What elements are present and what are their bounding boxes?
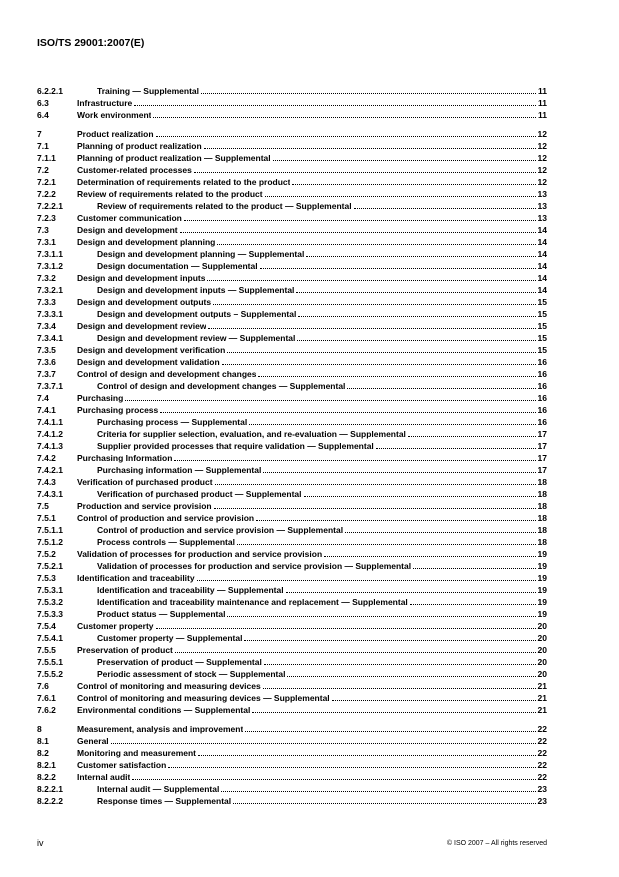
toc-entry [37, 380, 547, 392]
toc-leader-dots [244, 640, 535, 641]
toc-leader-dots [265, 196, 536, 197]
toc-entry-page: 20 [537, 657, 547, 667]
toc-entry-title: Periodic assessment of stock — Supplemental [97, 669, 286, 679]
toc-entry-number: 8.2.2 [37, 772, 56, 782]
toc-entry-page: 18 [537, 537, 547, 547]
toc-entry-page: 12 [537, 153, 547, 163]
toc-leader-dots [298, 316, 535, 317]
toc-entry-page: 17 [537, 453, 547, 463]
toc-entry-title: Environmental conditions — Supplemental [77, 705, 251, 715]
toc-entry-title: Supplier provided processes that require validation — Supplemental [97, 441, 374, 451]
toc-entry-number: 8 [37, 724, 42, 734]
toc-entry-number: 7.3 [37, 225, 49, 235]
toc-entry-page: 21 [537, 681, 547, 691]
toc-entry [37, 416, 547, 428]
toc-leader-dots [324, 556, 535, 557]
toc-entry-title: Training — Supplemental [97, 86, 200, 96]
toc-entry-title: Preservation of product — Supplemental [97, 657, 262, 667]
toc-entry-number: 7.3.1 [37, 237, 56, 247]
toc-leader-dots [197, 580, 536, 581]
toc-entry-title: Customer property [77, 621, 154, 631]
toc-entry-page: 19 [537, 597, 547, 607]
toc-leader-dots [153, 117, 536, 118]
toc-entry-page: 11 [538, 110, 547, 120]
toc-entry [37, 464, 547, 476]
toc-leader-dots [296, 292, 535, 293]
toc-entry-title: Design and development planning [77, 237, 216, 247]
toc-entry-title: Purchasing [77, 393, 124, 403]
toc-entry-page: 12 [537, 177, 547, 187]
toc-entry-page: 12 [537, 141, 547, 151]
toc-entry-title: Control of production and service provision — Supplemental [97, 525, 344, 535]
toc-entry [37, 783, 547, 795]
toc-entry-number: 7.4.1.2 [37, 429, 63, 439]
toc-entry-page: 23 [537, 784, 547, 794]
toc-entry-number: 7.5.1.2 [37, 537, 63, 547]
toc-entry-title: Monitoring and measurement [77, 748, 197, 758]
toc-entry-number: 7.3.6 [37, 357, 56, 367]
toc-entry-page: 15 [537, 345, 547, 355]
toc-entry-title: Internal audit — Supplemental [97, 784, 220, 794]
toc-entry-page: 20 [537, 633, 547, 643]
toc-entry-number: 7.5.3.3 [37, 609, 63, 619]
toc-entry-number: 7.5.1 [37, 513, 56, 523]
toc-entry-number: 7.5.4 [37, 621, 56, 631]
toc-entry-number: 7.3.2.1 [37, 285, 63, 295]
toc-leader-dots [408, 436, 536, 437]
toc-entry [37, 608, 547, 620]
toc-entry-title: Design and development planning — Supplemental [97, 249, 305, 259]
toc-entry-number: 7.3.3.1 [37, 309, 63, 319]
toc-entry [37, 428, 547, 440]
toc-entry-number: 7.2.3 [37, 213, 56, 223]
toc-entry-title: Design and development inputs — Supplemental [97, 285, 295, 295]
toc-leader-dots [215, 484, 536, 485]
toc-entry-page: 12 [537, 165, 547, 175]
toc-leader-dots [376, 448, 536, 449]
toc-entry [37, 656, 547, 668]
toc-entry-number: 7.5.4.1 [37, 633, 63, 643]
toc-entry-number: 7.3.1.1 [37, 249, 63, 259]
toc-entry-title: Criteria for supplier selection, evaluation, and re-evaluation — Supplemental [97, 429, 406, 439]
toc-leader-dots [410, 604, 536, 605]
toc-leader-dots [160, 412, 535, 413]
toc-entry-title: Purchasing information — Supplemental [97, 465, 262, 475]
toc-entry-title: Product status — Supplemental [97, 609, 226, 619]
toc-leader-dots [221, 791, 535, 792]
toc-leader-dots [354, 208, 536, 209]
toc-entry [37, 140, 547, 152]
toc-entry [37, 308, 547, 320]
toc-entry [37, 548, 547, 560]
toc-entry-title: Measurement, analysis and improvement [77, 724, 244, 734]
toc-leader-dots [201, 93, 536, 94]
toc-entry-title: Purchasing process [77, 405, 159, 415]
toc-entry-number: 7.2.2.1 [37, 201, 63, 211]
toc-entry-number: 7 [37, 129, 42, 139]
toc-entry-number: 7.4.3 [37, 477, 56, 487]
toc-entry-title: Control of monitoring and measuring devices [77, 681, 261, 691]
toc-entry-title: Process controls — Supplemental [97, 537, 235, 547]
toc-entry-number: 7.5.2.1 [37, 561, 63, 571]
toc-leader-dots [286, 592, 536, 593]
toc-leader-dots [168, 767, 535, 768]
toc-entry-page: 14 [537, 237, 547, 247]
toc-entry-page: 14 [537, 273, 547, 283]
toc-entry-page: 16 [537, 405, 547, 415]
toc-entry-number: 7.6.2 [37, 705, 56, 715]
toc-entry-number: 7.3.7.1 [37, 381, 63, 391]
toc-entry-page: 23 [537, 796, 547, 806]
toc-entry-number: 8.2.2.1 [37, 784, 63, 794]
toc-leader-dots [222, 364, 536, 365]
toc-entry-page: 16 [537, 369, 547, 379]
toc-entry-page: 15 [537, 309, 547, 319]
toc-entry [37, 284, 547, 296]
toc-entry-title: Customer property — Supplemental [97, 633, 243, 643]
toc-entry-page: 16 [537, 393, 547, 403]
toc-entry-title: Production and service provision [77, 501, 212, 511]
toc-leader-dots [304, 496, 536, 497]
page-number: iv [37, 838, 44, 848]
toc-entry-number: 7.3.4.1 [37, 333, 63, 343]
toc-entry-title: Identification and traceability maintenance and replacement — Supplemental [97, 597, 408, 607]
toc-entry [37, 500, 547, 512]
toc-leader-dots [227, 352, 535, 353]
toc-entry-page: 15 [537, 333, 547, 343]
toc-entry-title: Review of requirements related to the product [77, 189, 263, 199]
toc-leader-dots [260, 268, 536, 269]
toc-entry-title: Design and development outputs – Supplemental [97, 309, 297, 319]
toc-leader-dots [156, 628, 536, 629]
toc-leader-dots [175, 652, 536, 653]
toc-entry-number: 8.2.2.2 [37, 796, 63, 806]
toc-entry-number: 7.4.2.1 [37, 465, 63, 475]
toc-entry-number: 7.3.3 [37, 297, 56, 307]
toc-leader-dots [207, 280, 535, 281]
toc-leader-dots [256, 520, 535, 521]
toc-entry [37, 572, 547, 584]
toc-entry-number: 7.3.1.2 [37, 261, 63, 271]
toc-entry-number: 7.4.1.3 [37, 441, 63, 451]
toc-entry-number: 7.5.3 [37, 573, 56, 583]
toc-entry-title: Planning of product realization [77, 141, 202, 151]
toc-entry [37, 109, 547, 121]
toc-entry-page: 14 [537, 285, 547, 295]
toc-entry [37, 723, 547, 735]
toc-entry [37, 620, 547, 632]
toc-leader-dots [184, 220, 536, 221]
toc-entry-page: 19 [537, 561, 547, 571]
toc-entry [37, 248, 547, 260]
toc-leader-dots [413, 568, 535, 569]
toc-leader-dots [345, 532, 535, 533]
toc-entry [37, 152, 547, 164]
toc-entry-number: 7.2 [37, 165, 49, 175]
toc-entry [37, 668, 547, 680]
toc-entry-page: 13 [537, 189, 547, 199]
toc-leader-dots [287, 676, 535, 677]
toc-leader-dots [252, 712, 535, 713]
toc-entry-page: 22 [537, 736, 547, 746]
toc-entry-title: Design and development review [77, 321, 207, 331]
toc-entry-title: General [77, 736, 109, 746]
toc-entry [37, 85, 547, 97]
toc-entry-number: 6.3 [37, 98, 49, 108]
toc-entry-number: 7.4 [37, 393, 49, 403]
toc-entry-title: Preservation of product [77, 645, 173, 655]
toc-entry [37, 692, 547, 704]
toc-entry [37, 644, 547, 656]
toc-entry [37, 759, 547, 771]
toc-entry-page: 11 [538, 86, 547, 96]
toc-entry-number: 7.4.2 [37, 453, 56, 463]
copyright-notice: © ISO 2007 – All rights reserved [446, 840, 547, 847]
toc-entry-page: 11 [538, 98, 547, 108]
toc-entry [37, 212, 547, 224]
toc-entry-page: 19 [537, 585, 547, 595]
toc-entry [37, 747, 547, 759]
toc-entry-page: 18 [537, 489, 547, 499]
toc-entry [37, 272, 547, 284]
toc-entry-title: Work environment [77, 110, 152, 120]
toc-leader-dots [174, 460, 535, 461]
toc-entry-title: Verification of purchased product — Supplemental [97, 489, 302, 499]
toc-entry-page: 20 [537, 621, 547, 631]
toc-entry-number: 8.1 [37, 736, 49, 746]
toc-entry-number: 7.1 [37, 141, 49, 151]
toc-entry-page: 18 [537, 513, 547, 523]
toc-entry [37, 320, 547, 332]
toc-leader-dots [233, 803, 535, 804]
toc-entry-title: Design and development [77, 225, 178, 235]
toc-entry-number: 7.5.2 [37, 549, 56, 559]
toc-entry-number: 7.6.1 [37, 693, 56, 703]
toc-entry-number: 7.3.4 [37, 321, 56, 331]
toc-entry-page: 18 [537, 477, 547, 487]
toc-entry [37, 735, 547, 747]
toc-entry-title: Purchasing Information [77, 453, 173, 463]
toc-entry-title: Review of requirements related to the product — Supplemental [97, 201, 352, 211]
toc-entry [37, 524, 547, 536]
toc-entry [37, 596, 547, 608]
toc-entry-number: 6.2.2.1 [37, 86, 63, 96]
toc-leader-dots [134, 105, 536, 106]
toc-entry-page: 22 [537, 760, 547, 770]
toc-leader-dots [347, 388, 535, 389]
toc-entry [37, 368, 547, 380]
toc-entry-number: 7.3.2 [37, 273, 56, 283]
toc-entry-page: 19 [537, 609, 547, 619]
toc-leader-dots [263, 688, 536, 689]
toc-entry [37, 97, 547, 109]
toc-entry-page: 20 [537, 669, 547, 679]
toc-entry [37, 488, 547, 500]
toc-leader-dots [214, 508, 536, 509]
toc-entry-number: 7.1.1 [37, 153, 56, 163]
toc-entry [37, 332, 547, 344]
toc-leader-dots [249, 424, 535, 425]
toc-leader-dots [273, 160, 536, 161]
toc-entry-page: 17 [537, 429, 547, 439]
toc-entry-number: 7.5.5 [37, 645, 56, 655]
toc-leader-dots [156, 136, 536, 137]
toc-entry-number: 7.2.2 [37, 189, 56, 199]
toc-entry-title: Verification of purchased product [77, 477, 213, 487]
toc-entry [37, 392, 547, 404]
toc-leader-dots [213, 304, 535, 305]
toc-entry [37, 452, 547, 464]
toc-entry-title: Control of design and development changes — Supplemental [97, 381, 346, 391]
toc-entry [37, 440, 547, 452]
toc-entry-title: Identification and traceability — Supplemental [97, 585, 284, 595]
toc-leader-dots [208, 328, 535, 329]
toc-entry [37, 680, 547, 692]
toc-leader-dots [194, 172, 536, 173]
toc-entry-page: 13 [537, 201, 547, 211]
toc-entry [37, 188, 547, 200]
toc-leader-dots [306, 256, 535, 257]
toc-entry-page: 17 [537, 441, 547, 451]
toc-entry-title: Design and development review — Supplemental [97, 333, 296, 343]
toc-entry-title: Validation of processes for production and service provision — Supplemental [97, 561, 412, 571]
toc-entry-page: 16 [537, 417, 547, 427]
toc-entry [37, 560, 547, 572]
toc-entry-page: 18 [537, 525, 547, 535]
toc-entry-title: Infrastructure [77, 98, 133, 108]
toc-entry-page: 13 [537, 213, 547, 223]
toc-entry [37, 632, 547, 644]
toc-entry-page: 22 [537, 748, 547, 758]
toc-leader-dots [111, 743, 536, 744]
toc-entry-title: Design and development verification [77, 345, 226, 355]
toc-entry-title: Control of design and development changes [77, 369, 257, 379]
toc-entry-page: 22 [537, 772, 547, 782]
toc-leader-dots [198, 755, 536, 756]
toc-entry [37, 260, 547, 272]
toc-leader-dots [204, 148, 536, 149]
toc-entry-title: Design and development validation [77, 357, 220, 367]
toc-entry-number: 7.3.7 [37, 369, 56, 379]
toc-leader-dots [180, 232, 536, 233]
toc-entry-number: 7.5.3.1 [37, 585, 63, 595]
toc-entry [37, 356, 547, 368]
toc-entry [37, 771, 547, 783]
toc-entry-page: 21 [537, 705, 547, 715]
toc-leader-dots [263, 472, 535, 473]
toc-leader-dots [132, 779, 535, 780]
toc-entry-number: 7.5.3.2 [37, 597, 63, 607]
document-header-title: ISO/TS 29001:2007(E) [37, 37, 145, 49]
toc-entry-page: 16 [537, 381, 547, 391]
toc-entry [37, 404, 547, 416]
toc-entry-page: 22 [537, 724, 547, 734]
toc-entry [37, 584, 547, 596]
toc-entry [37, 512, 547, 524]
toc-entry-number: 7.3.5 [37, 345, 56, 355]
toc-leader-dots [258, 376, 535, 377]
toc-leader-dots [237, 544, 536, 545]
toc-entry-number: 7.2.1 [37, 177, 56, 187]
toc-leader-dots [332, 700, 536, 701]
toc-entry-number: 7.6 [37, 681, 49, 691]
toc-entry-page: 20 [537, 645, 547, 655]
toc-entry [37, 224, 547, 236]
toc-entry [37, 164, 547, 176]
toc-entry-title: Purchasing process — Supplemental [97, 417, 248, 427]
toc-entry-number: 7.5 [37, 501, 49, 511]
toc-leader-dots [245, 731, 535, 732]
toc-entry-title: Internal audit [77, 772, 131, 782]
toc-entry [37, 128, 547, 140]
toc-entry-page: 21 [537, 693, 547, 703]
toc-entry-page: 15 [537, 321, 547, 331]
toc-leader-dots [297, 340, 535, 341]
toc-entry-title: Determination of requirements related to the product [77, 177, 291, 187]
toc-entry [37, 200, 547, 212]
toc-entry-number: 7.4.3.1 [37, 489, 63, 499]
toc-entry-title: Response times — Supplemental [97, 796, 232, 806]
toc-entry-number: 8.2 [37, 748, 49, 758]
toc-entry-number: 8.2.1 [37, 760, 56, 770]
toc-entry-page: 16 [537, 357, 547, 367]
toc-leader-dots [217, 244, 535, 245]
toc-entry-title: Customer communication [77, 213, 182, 223]
toc-entry-number: 7.4.1 [37, 405, 56, 415]
toc-entry-number: 7.5.5.2 [37, 669, 63, 679]
toc-entry [37, 704, 547, 716]
table-of-contents [37, 85, 547, 807]
toc-entry-title: Customer satisfaction [77, 760, 167, 770]
toc-entry-page: 19 [537, 549, 547, 559]
toc-leader-dots [264, 664, 536, 665]
toc-entry [37, 296, 547, 308]
toc-entry [37, 536, 547, 548]
toc-entry-page: 17 [537, 465, 547, 475]
toc-entry-page: 18 [537, 501, 547, 511]
toc-entry-page: 14 [537, 261, 547, 271]
toc-entry-page: 15 [537, 297, 547, 307]
toc-entry-number: 7.5.1.1 [37, 525, 63, 535]
toc-entry-page: 12 [537, 129, 547, 139]
toc-entry [37, 476, 547, 488]
toc-entry-page: 14 [537, 249, 547, 259]
toc-leader-dots [125, 400, 535, 401]
toc-entry-title: Identification and traceability [77, 573, 195, 583]
toc-entry-title: Control of monitoring and measuring devices — Supplemental [77, 693, 330, 703]
toc-entry-page: 14 [537, 225, 547, 235]
toc-entry [37, 236, 547, 248]
toc-entry-title: Product realization [77, 129, 154, 139]
toc-entry-number: 6.4 [37, 110, 49, 120]
toc-entry-page: 19 [537, 573, 547, 583]
toc-entry-title: Validation of processes for production and service provision [77, 549, 323, 559]
toc-entry-title: Design and development outputs [77, 297, 212, 307]
toc-entry-title: Customer-related processes [77, 165, 192, 175]
toc-entry-title: Design documentation — Supplemental [97, 261, 258, 271]
toc-leader-dots [227, 616, 535, 617]
toc-entry-number: 7.4.1.1 [37, 417, 63, 427]
toc-entry [37, 795, 547, 807]
toc-entry-title: Planning of product realization — Supplemental [77, 153, 271, 163]
toc-leader-dots [292, 184, 535, 185]
toc-entry-title: Design and development inputs [77, 273, 206, 283]
toc-entry [37, 176, 547, 188]
toc-entry [37, 344, 547, 356]
toc-entry-number: 7.5.5.1 [37, 657, 63, 667]
toc-entry-title: Control of production and service provision [77, 513, 255, 523]
